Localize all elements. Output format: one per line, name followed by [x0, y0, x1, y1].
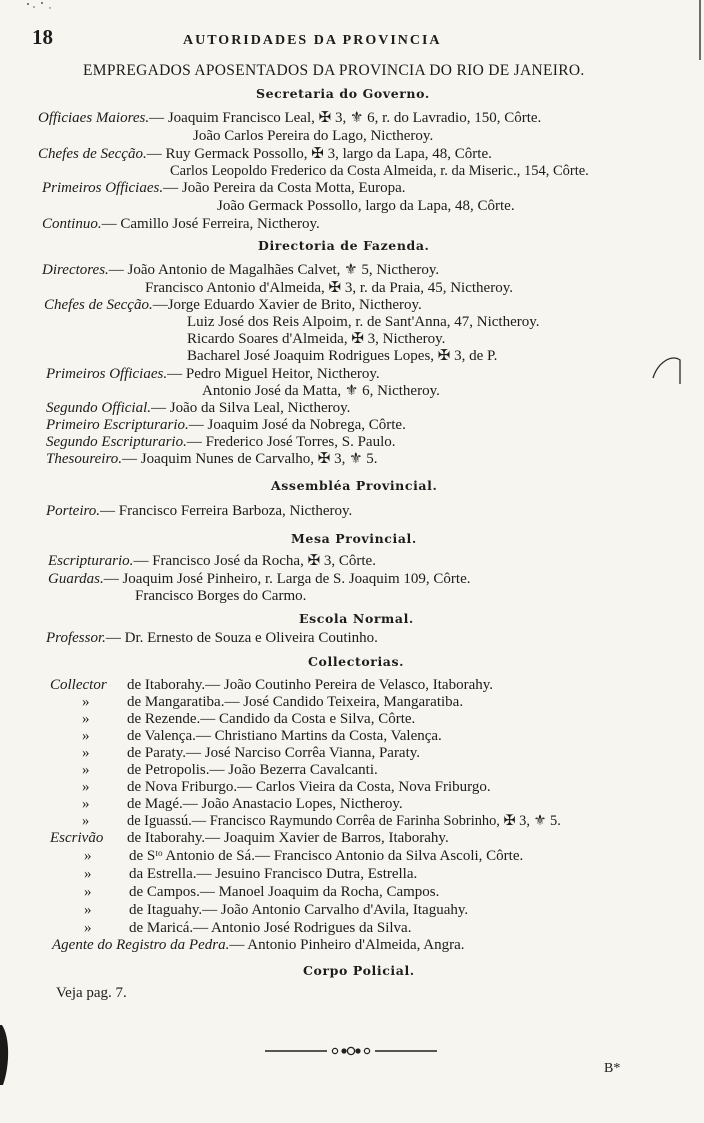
escrivao-entry: de Itaguahy.— João Antonio Carvalho d'Avila, Itaguahy. — [129, 902, 469, 918]
entry-label: Directores. — [42, 262, 109, 278]
collector-entry: de Valença.— Christiano Martins da Costa, Valença. — [127, 728, 442, 744]
entry-line: Luiz José dos Reis Alpoim, r. de Sant'Anna, 47, Nictheroy. — [187, 314, 540, 330]
escrivao-entry: da Estrella.— Jesuino Francisco Dutra, Estrella. — [129, 866, 418, 882]
collector-entry: de Paraty.— José Narciso Corrêa Vianna, Paraty. — [127, 745, 421, 761]
section-heading-fazenda: Directoria de Fazenda. — [258, 238, 430, 253]
section-heading-secretaria: Secretaria do Governo. — [256, 86, 430, 101]
right-edge-line — [697, 0, 704, 60]
entry-line — [42, 216, 320, 233]
ditto-mark: » — [82, 711, 90, 727]
entry-text: — Francisco José da Rocha, ✠ 3, Côrte. — [133, 553, 376, 569]
entry-text: — Joaquim Nunes de Carvalho, ✠ 3, ⚜ 5. — [121, 451, 378, 467]
entry-line: Bacharel José Joaquim Rodrigues Lopes, ✠ 3, de P. — [187, 348, 498, 364]
ditto-mark: » — [82, 694, 90, 710]
entry-label: Primeiros Officiaes. — [42, 180, 164, 196]
margin-curl-mark — [650, 352, 686, 388]
entry-line: Ricardo Soares d'Almeida, ✠ 3, Nictheroy. — [187, 331, 446, 347]
collector-entry: de Petropolis.— João Bezerra Cavalcanti. — [127, 762, 378, 778]
entry-line: João Carlos Pereira do Lago, Nictheroy. — [193, 128, 434, 144]
entry-line — [52, 937, 465, 954]
entry-line — [46, 366, 380, 383]
ditto-mark: » — [82, 728, 90, 744]
ditto-mark: » — [84, 902, 92, 918]
collector-entry: de Nova Friburgo.— Carlos Vieira da Costa, Nova Friburgo. — [127, 779, 491, 795]
main-title: EMPREGADOS APOSENTADOS DA PROVINCIA DO RIO DE JANEIRO. — [83, 62, 585, 79]
entry-line — [46, 417, 406, 434]
section-heading-collectorias: Collectorias. — [308, 654, 405, 669]
entry-text: — João Antonio de Magalhães Calvet, ⚜ 5, Nictheroy. — [108, 262, 440, 278]
page-number: 18 — [32, 25, 53, 49]
entry-line — [48, 571, 470, 588]
entry-text: — Ruy Germack Possollo, ✠ 3, largo da Lapa, 48, Côrte. — [146, 146, 492, 162]
entry-label: Professor. — [46, 630, 106, 646]
entry-label: Segundo Escripturario. — [46, 434, 187, 450]
entry-line — [46, 434, 396, 451]
entry-line — [44, 297, 422, 314]
entry-text: — João Pereira da Costa Motta, Europa. — [163, 180, 406, 196]
escrivao-label: Escrivão — [50, 830, 104, 846]
entry-label: Thesoureiro. — [46, 451, 122, 467]
entry-text: — Joaquim José da Nobrega, Côrte. — [188, 417, 406, 433]
entry-text: — Francisco Ferreira Barboza, Nictheroy. — [100, 503, 353, 519]
collector-label: Collector — [50, 677, 107, 693]
section-heading-assemblea: Assembléa Provincial. — [271, 478, 438, 493]
entry-line: Carlos Leopoldo Frederico da Costa Almeida, r. da Miseric., 154, Côrte. — [170, 163, 589, 179]
ditto-mark: » — [84, 884, 92, 900]
collector-entry: de Rezende.— Candido da Costa e Silva, Côrte. — [127, 711, 416, 727]
entry-label: Escripturario. — [48, 553, 134, 569]
entry-line — [46, 400, 350, 417]
entry-label: Continuo. — [42, 216, 102, 232]
entry-label: Primeiro Escripturario. — [46, 417, 189, 433]
ditto-mark: » — [82, 796, 90, 812]
collector-entry: de Mangaratiba.— José Candido Teixeira, Mangaratiba. — [127, 694, 464, 710]
signature-mark: B* — [604, 1061, 621, 1076]
ditto-mark: » — [84, 866, 92, 882]
edge-smudge — [0, 1025, 14, 1085]
entry-text: — Antonio Pinheiro d'Almeida, Angra. — [229, 937, 465, 953]
ditto-mark: » — [84, 920, 92, 936]
entry-label: Officiaes Maiores. — [38, 110, 150, 126]
section-heading-mesa: Mesa Provincial. — [291, 531, 417, 546]
entry-line — [38, 146, 492, 163]
entry-line — [42, 180, 406, 197]
ditto-mark: » — [82, 762, 90, 778]
ditto-mark: » — [82, 813, 90, 829]
entry-label: Agente do Registro da Pedra. — [52, 937, 230, 953]
entry-text: — Frederico José Torres, S. Paulo. — [186, 434, 396, 450]
entry-text: — Dr. Ernesto de Souza e Oliveira Coutinho. — [105, 630, 378, 646]
escrivao-entry: de Sᵗᵒ Antonio de Sá.— Francisco Antonio da Silva Ascoli, Côrte. — [129, 848, 524, 864]
ditto-mark: » — [82, 779, 90, 795]
entry-label: Segundo Official. — [46, 400, 151, 416]
collector-entry: de Magé.— João Anastacio Lopes, Nictheroy. — [127, 796, 403, 812]
entry-line — [38, 110, 541, 127]
entry-label: Guardas. — [48, 571, 104, 587]
entry-line — [46, 451, 378, 468]
escrivao-entry: de Itaborahy.— Joaquim Xavier de Barros, Itaborahy. — [127, 830, 449, 846]
entry-text: — Camillo José Ferreira, Nictheroy. — [101, 216, 320, 232]
entry-text: — João da Silva Leal, Nictheroy. — [151, 400, 351, 416]
entry-label: Porteiro. — [46, 503, 101, 519]
entry-line — [42, 262, 439, 279]
ditto-mark: » — [84, 848, 92, 864]
entry-line: Francisco Borges do Carmo. — [135, 588, 307, 604]
collector-entry: de Itaborahy.— João Coutinho Pereira de Velasco, Itaborahy. — [127, 677, 493, 693]
entry-line: Antonio José da Matta, ⚜ 6, Nictheroy. — [202, 383, 440, 399]
section-heading-escola: Escola Normal. — [299, 611, 414, 626]
escrivao-entry: de Maricá.— Antonio José Rodrigues da Silva. — [129, 920, 412, 936]
entry-line: João Germack Possollo, largo da Lapa, 48, Côrte. — [217, 198, 515, 214]
ornament-divider — [265, 1045, 437, 1057]
entry-line: Veja pag. 7. — [56, 985, 127, 1001]
entry-label: Chefes de Secção. — [44, 297, 153, 313]
entry-text: — Joaquim Francisco Leal, ✠ 3, ⚜ 6, r. do Lavradio, 150, Côrte. — [149, 110, 542, 126]
entry-line — [46, 503, 352, 520]
section-heading-policial: Corpo Policial. — [303, 963, 415, 978]
escrivao-entry: de Campos.— Manoel Joaquim da Rocha, Campos. — [129, 884, 440, 900]
entry-text: —Jorge Eduardo Xavier de Brito, Nictheroy. — [152, 297, 422, 313]
top-edge-speckle — [22, 0, 62, 14]
entry-label: Primeiros Officiaes. — [46, 366, 168, 382]
ditto-mark: » — [82, 745, 90, 761]
entry-text: — Joaquim José Pinheiro, r. Larga de S. Joaquim 109, Côrte. — [103, 571, 471, 587]
entry-line — [46, 630, 378, 647]
entry-label: Chefes de Secção. — [38, 146, 147, 162]
entry-text: — Pedro Miguel Heitor, Nictheroy. — [167, 366, 380, 382]
collector-entry: de Iguassú.— Francisco Raymundo Corrêa de Farinha Sobrinho, ✠ 3, ⚜ 5. — [127, 813, 561, 829]
entry-line: Francisco Antonio d'Almeida, ✠ 3, r. da Praia, 45, Nictheroy. — [145, 280, 513, 296]
entry-line — [48, 553, 376, 570]
running-head: AUTORIDADES DA PROVINCIA — [183, 33, 442, 48]
